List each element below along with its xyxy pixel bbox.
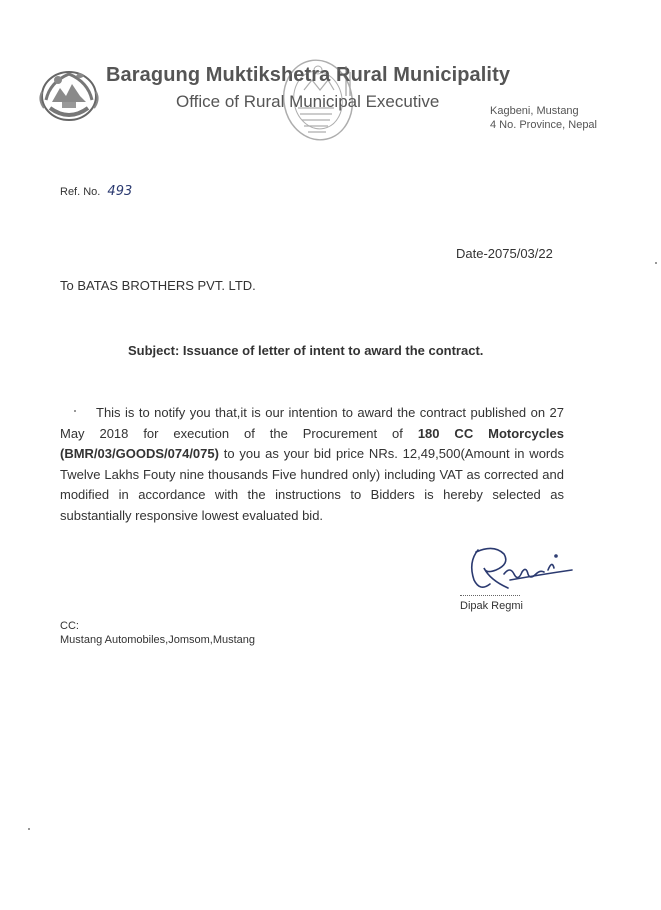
office-seal-stamp [274,52,358,152]
recipient: To BATAS BROTHERS PVT. LTD. [60,278,256,293]
org-name: Baragung Muktikshetra Rural Municipality [106,64,511,86]
handwritten-signature [464,540,576,598]
address-line-2: 4 No. Province, Nepal [490,119,597,131]
subject-line: Subject: Issuance of letter of intent to award the contract. [128,343,484,358]
cc-recipient: Mustang Automobiles,Jomsom,Mustang [60,634,256,646]
letter-date: Date-2075/03/22 [456,246,553,261]
address-line-1: Kagbeni, Mustang [490,105,579,117]
letter-body [60,403,564,526]
ref-label: Ref. No. [60,186,101,198]
office-name: Office of Rural Municipal Executive [176,92,440,111]
body-part-2: to you as your bid price NRs. 12,49,500(Amount in words Twelve Lakhs Fouty nine thousands Five hundred only) including VAT as corrected and modified in accordance with the instructions to Bidders is hereby selected as substantially responsive lowest evaluated bid. [60,446,564,523]
ref-number: 493 [107,184,133,199]
signer-name: Dipak Regmi [460,600,523,612]
scan-speck [655,262,657,264]
signature-line [460,595,520,596]
body-bold-item: 180 CC Motorcycles (BMR/03/GOODS/074/075) [60,425,564,461]
scan-speck [28,828,30,830]
office-address [490,104,597,132]
cc-label: CC: [60,620,79,632]
scan-speck [74,410,76,412]
body-part-1: This is to notify you that,it is our intention to award the contract published on 27 May 2018 for execution of the Procurement of [60,405,564,441]
reference-number [60,184,132,199]
nepal-emblem-icon [36,62,102,124]
